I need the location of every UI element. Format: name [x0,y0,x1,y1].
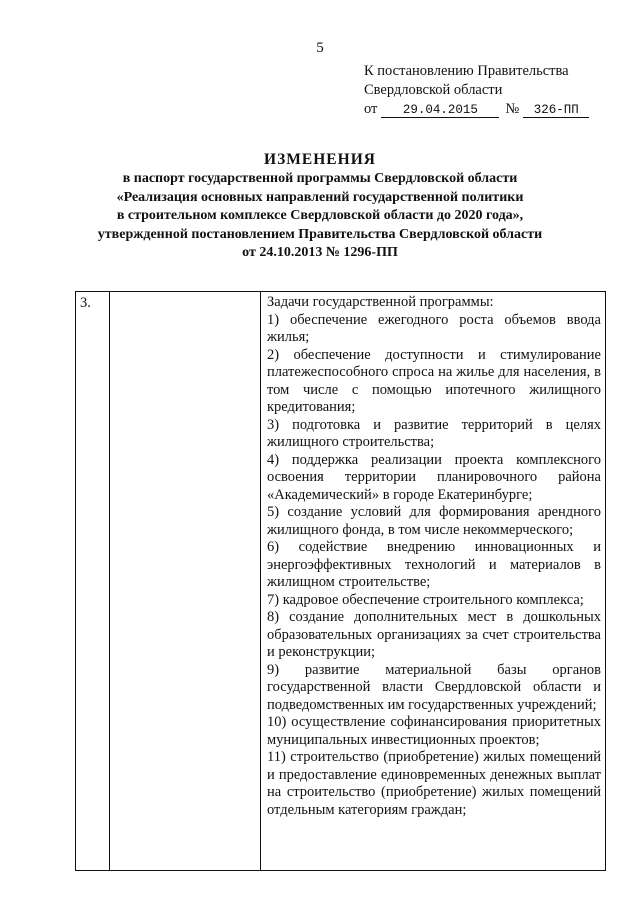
table-row [76,292,606,871]
approval-block [364,62,614,119]
task-item: 2) обеспечение доступности и стимулирование платежеспособного спроса на жилье для населения, в том числе с помощью ипотечного жилищного кредитования; [267,346,601,415]
row-name [110,292,261,871]
approval-line-1: К постановлению Правительства [364,63,569,79]
task-item: 1) обеспечение ежегодного роста объемов ввода жилья; [267,311,601,345]
heading-line: «Реализация основных направлений государственной политики [116,189,524,205]
task-item: 7) кадровое обеспечение строительного комплекса; [267,591,584,608]
heading-line: утвержденной постановлением Правительства Свердловской области [97,226,543,242]
from-label: от [364,101,378,117]
task-item: 11) строительство (приобретение) жилых помещений и предоставление единовременных денежных выплат на строительство (приобретение) жилых помещений отдельным категориям граждан; [267,749,601,818]
task-item: 10) осуществление софинансирования приоритетных муниципальных инвестиционных проектов; [267,714,601,748]
task-item: 5) создание условий для формирования арендного жилищного фонда, в том числе некоммерческого; [267,504,601,538]
approval-date: 29.04.2015 [381,103,499,118]
tasks-intro: Задачи государственной программы: [267,294,494,310]
approval-line-2: Свердловской области [364,82,503,98]
row-content [261,292,606,871]
page-number: 5 [316,40,324,56]
heading-title: ИЗМЕНЕНИЯ [264,151,376,168]
changes-table [75,291,606,871]
task-item: 8) создание дополнительных мест в дошкольных образовательных организациях за счет строительства и реконструкции; [267,609,601,660]
heading-line: от 24.10.2013 № 1296-ПП [242,245,398,260]
document-heading [40,150,600,263]
heading-line: в паспорт государственной программы Свердловской области [122,171,518,186]
number-label: № [505,101,520,117]
task-item: 3) подготовка и развитие территорий в целях жилищного строительства; [267,416,601,450]
task-item: 6) содействие внедрению инновационных и энергоэффективных технологий и материалов в жилищном строительстве; [267,539,601,590]
approval-number: 326-ПП [523,103,589,118]
approval-date-line [364,100,614,119]
task-item: 9) развитие материальной базы органов государственной власти Свердловской области и подведомственных им государственных учреждений; [267,661,601,713]
row-number: 3. [76,292,110,871]
heading-line: в строительном комплексе Свердловской области до 2020 года», [116,208,524,223]
task-item: 4) поддержка реализации проекта комплексного освоения территории планировочного района «Академический» в городе Екатеринбурге; [267,451,601,503]
